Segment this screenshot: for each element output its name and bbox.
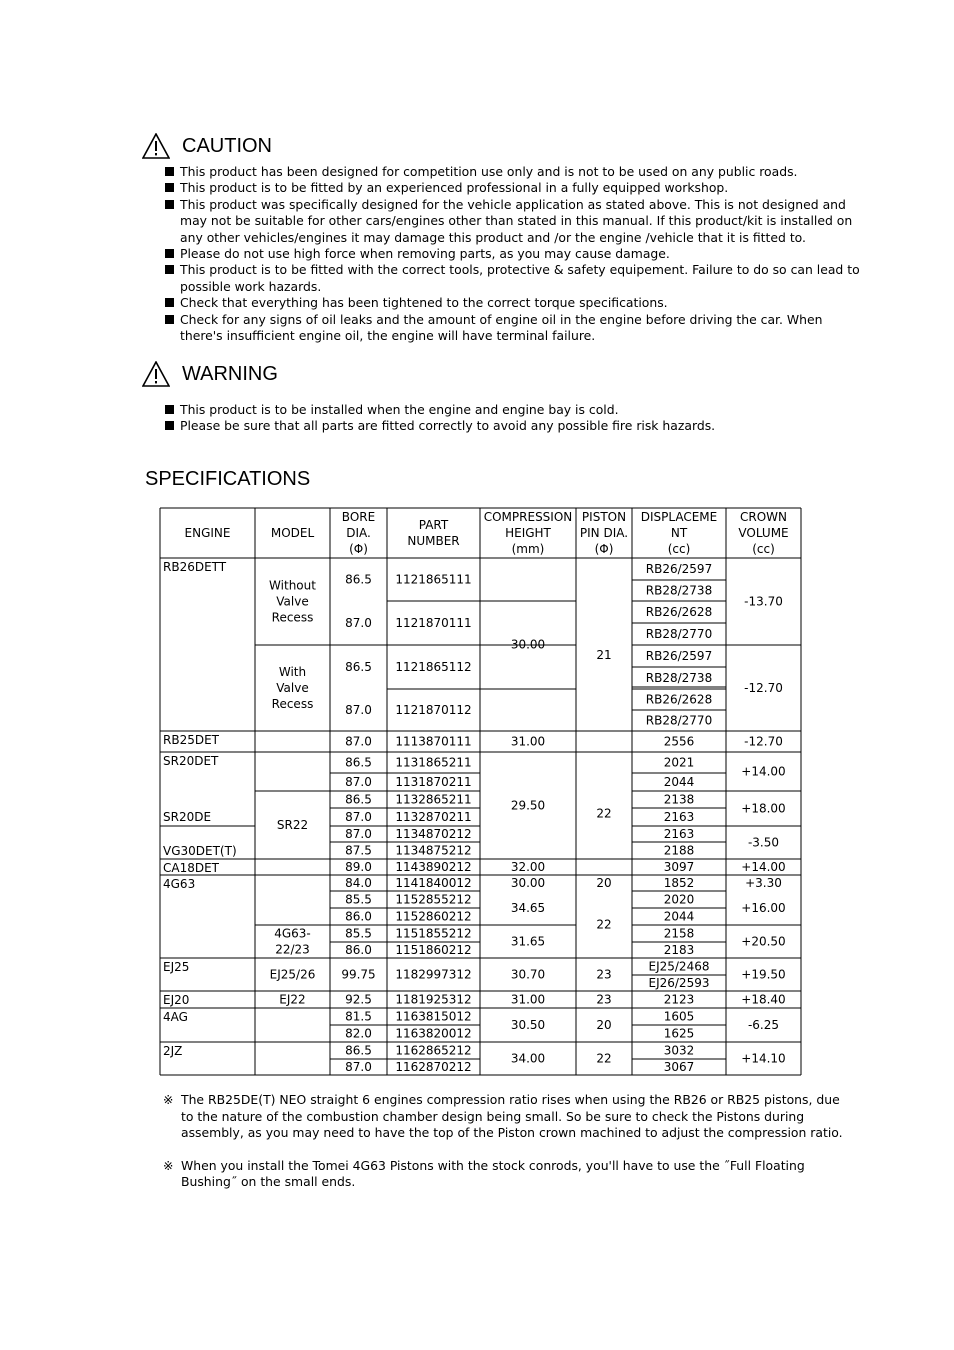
part-number-cell: 1121865112 [395, 660, 472, 674]
part-number-cell: 1182997312 [395, 967, 472, 982]
bore-cell: 85.5 [345, 892, 372, 907]
bore-cell: 81.5 [345, 1009, 372, 1024]
crown-volume-cell: +14.00 [741, 764, 786, 779]
displacement-cell: 2044 [663, 775, 695, 789]
crown-volume-cell: -3.50 [747, 835, 780, 850]
column-header: (Φ) [594, 542, 614, 556]
column-header: (Φ) [349, 542, 368, 556]
note [163, 1092, 853, 1142]
bore-cell: 92.5 [345, 992, 372, 1007]
pin-dia-cell: 20 [596, 1018, 612, 1032]
displacement-cell: 2021 [663, 755, 695, 770]
displacement-cell: RB26/2628 [645, 692, 713, 707]
displacement-cell: EJ26/2593 [648, 976, 710, 990]
column-header: NT [670, 526, 688, 540]
compression-height-cell: 32.00 [510, 860, 546, 874]
displacement-cell: RB26/2597 [645, 649, 713, 663]
bore-cell: 86.5 [345, 1043, 372, 1058]
column-header: MODEL [270, 526, 315, 540]
crown-volume-cell: +14.10 [741, 1051, 786, 1066]
pin-dia-cell: 20 [596, 876, 612, 890]
part-number-cell: 1163815012 [395, 1009, 472, 1024]
displacement-cell: 1605 [663, 1009, 695, 1024]
displacement-cell: 2188 [663, 843, 695, 858]
part-number-cell: 1152860212 [395, 909, 472, 924]
list-item: Please do not use high force when removing parts, as you may cause damage. [163, 246, 863, 262]
model-cell: 4G63- [274, 926, 311, 941]
note [163, 1158, 853, 1191]
model-cell: Recess [271, 610, 314, 625]
note-text: When you install the Tomei 4G63 Pistons with the stock conrods, you'll have to use the ˝Full Floating Bushing˝ on the small ends. [181, 1157, 805, 1190]
model-cell: EJ25/26 [269, 967, 316, 982]
displacement-cell: RB28/2738 [645, 583, 713, 598]
column-header: PART [418, 518, 449, 532]
bore-cell: 86.5 [345, 792, 372, 807]
crown-volume-cell: +20.50 [741, 934, 786, 949]
bore-cell: 86.0 [345, 943, 372, 957]
compression-height-cell: 30.00 [510, 876, 546, 890]
list-item: This product was specifically designed for the vehicle application as stated above. This is not designed and may not be suitable for other cars/engines other than stated in this manual. If this product/kit is installed on any other vehicles/engines it may damage this product and /or the engine /vehicle that it is fitted to. [163, 197, 863, 246]
column-header: PISTON [581, 510, 627, 524]
compression-height-cell: 31.00 [510, 734, 546, 749]
specifications-title: SPECIFICATIONS [145, 468, 311, 490]
list-item: Check that everything has been tightened to the correct torque specifications. [163, 295, 863, 311]
bore-cell: 87.0 [345, 827, 372, 841]
crown-volume-cell: +14.00 [741, 860, 786, 874]
compression-height-cell: 34.00 [510, 1051, 546, 1066]
list-item: This product has been designed for competition use only and is not to be used on any public roads. [163, 164, 863, 180]
column-header: PIN DIA. [579, 526, 629, 540]
column-header: NUMBER [407, 534, 460, 548]
bore-cell: 87.0 [345, 734, 372, 749]
note-text: The RB25DE(T) NEO straight 6 engines compression ratio rises when using the RB26 or RB25 pistons, due to the nature of the combustion chamber design being small. So be sure to check the Pistons during assembly, as you may need to have the top of the Piston crown machined to adjust the compression ratio. [181, 1092, 843, 1141]
part-number-cell: 1121865111 [395, 572, 472, 587]
part-number-cell: 1131870211 [395, 775, 472, 789]
displacement-cell: RB28/2770 [645, 627, 713, 641]
model-cell: Valve [276, 681, 309, 695]
crown-volume-cell: +3.30 [745, 876, 782, 890]
part-number-cell: 1152855212 [395, 892, 472, 907]
column-header: HEIGHT [505, 526, 551, 540]
crown-volume-cell: +18.40 [741, 992, 786, 1007]
column-header: COMPRESSION [483, 510, 573, 524]
column-header: (mm) [511, 542, 545, 556]
displacement-cell: 2163 [663, 810, 695, 824]
bore-cell: 86.5 [345, 660, 372, 674]
warning-title: WARNING [182, 362, 278, 385]
displacement-cell: RB26/2597 [645, 562, 713, 576]
part-number-cell: 1141840012 [395, 876, 472, 890]
displacement-cell: 1852 [663, 876, 695, 890]
note-mark: ※ [163, 1157, 174, 1173]
pin-dia-cell: 21 [596, 648, 612, 662]
part-number-cell: 1121870111 [395, 616, 472, 630]
note-mark: ※ [163, 1092, 174, 1107]
crown-volume-cell: -12.70 [744, 681, 783, 695]
displacement-cell: RB28/2738 [645, 671, 713, 685]
pin-dia-cell: 22 [596, 1051, 612, 1066]
part-number-cell: 1134875212 [395, 843, 472, 858]
displacement-cell: EJ25/2468 [648, 959, 710, 974]
engine-cell: 4AG [163, 1010, 188, 1024]
displacement-cell: 2183 [663, 943, 695, 957]
column-header: (cc) [667, 542, 691, 556]
caution-title: CAUTION [182, 134, 272, 157]
crown-volume-cell: -6.25 [747, 1018, 780, 1032]
pin-dia-cell: 22 [596, 806, 612, 821]
list-item: This product is to be fitted by an experienced professional in a fully equipped workshop. [163, 180, 863, 196]
displacement-cell: RB28/2770 [645, 713, 713, 728]
compression-height-cell: 30.50 [510, 1018, 546, 1032]
part-number-cell: 1134870212 [395, 827, 472, 841]
list-item: This product is to be installed when the engine and engine bay is cold. [163, 402, 863, 418]
model-cell: EJ22 [279, 992, 306, 1007]
compression-height-cell: 29.50 [510, 798, 546, 813]
pin-dia-cell: 22 [596, 917, 612, 932]
displacement-cell: RB26/2628 [645, 605, 713, 619]
part-number-cell: 1162865212 [395, 1043, 472, 1058]
crown-volume-cell: +18.00 [741, 801, 786, 816]
crown-volume-cell: -12.70 [744, 734, 783, 749]
bore-cell: 99.75 [341, 967, 376, 982]
compression-height-cell: 30.00 [510, 637, 546, 652]
column-header: BORE [341, 510, 376, 524]
notes [163, 1092, 853, 1191]
displacement-cell: 3067 [663, 1060, 695, 1074]
displacement-cell: 2163 [663, 827, 695, 841]
bore-cell: 87.0 [345, 775, 372, 789]
bore-cell: 89.0 [345, 860, 372, 874]
displacement-cell: 2158 [663, 926, 695, 941]
bore-cell: 82.0 [345, 1026, 372, 1041]
bore-cell: 87.0 [345, 616, 372, 630]
bore-cell: 85.5 [345, 926, 372, 941]
list-item: This product is to be fitted with the correct tools, protective & safety equipement. Failure to do so can lead to possible work hazards. [163, 262, 863, 295]
part-number-cell: 1151855212 [395, 926, 472, 941]
compression-height-cell: 34.65 [510, 901, 546, 915]
bore-cell: 84.0 [345, 876, 372, 890]
model-cell: SR22 [276, 818, 309, 832]
displacement-cell: 3097 [663, 860, 695, 874]
engine-cell: VG30DET(T) [163, 844, 237, 858]
engine-cell: 4G63 [163, 877, 196, 891]
displacement-cell: 2123 [663, 992, 695, 1007]
bore-cell: 87.0 [345, 810, 372, 824]
part-number-cell: 1151860212 [395, 943, 472, 957]
engine-cell: RB25DET [163, 733, 219, 747]
column-header: (cc) [752, 542, 775, 556]
crown-volume-cell: -13.70 [744, 594, 783, 609]
part-number-cell: 1143890212 [395, 860, 472, 874]
crown-volume-cell: +16.00 [741, 901, 786, 915]
bore-cell: 87.0 [345, 703, 372, 717]
compression-height-cell: 31.65 [510, 934, 546, 949]
displacement-cell: 2044 [663, 909, 695, 924]
column-header: VOLUME [738, 526, 789, 540]
part-number-cell: 1132870211 [395, 810, 472, 824]
pin-dia-cell: 23 [596, 992, 612, 1007]
engine-cell: SR20DET [163, 754, 219, 768]
bore-cell: 86.5 [345, 755, 372, 770]
part-number-cell: 1181925312 [395, 992, 472, 1007]
displacement-cell: 2556 [663, 734, 695, 749]
engine-cell: RB26DETT [163, 560, 227, 574]
displacement-cell: 2138 [663, 792, 695, 807]
displacement-cell: 1625 [663, 1026, 695, 1041]
model-cell: 22/23 [275, 942, 310, 957]
model-cell: Without [269, 578, 316, 593]
bore-cell: 86.5 [345, 572, 372, 587]
column-header: ENGINE [184, 526, 231, 540]
compression-height-cell: 31.00 [510, 992, 546, 1007]
crown-volume-cell: +19.50 [741, 967, 786, 982]
part-number-cell: 1131865211 [395, 755, 472, 770]
model-cell: Recess [271, 697, 314, 711]
bore-cell: 87.5 [345, 843, 372, 858]
pin-dia-cell: 23 [596, 967, 612, 982]
part-number-cell: 1162870212 [395, 1060, 472, 1074]
engine-cell: EJ20 [163, 993, 190, 1007]
part-number-cell: 1132865211 [395, 792, 472, 807]
list-item: Please be sure that all parts are fitted correctly to avoid any possible fire risk hazards. [163, 418, 863, 434]
engine-cell: EJ25 [163, 960, 190, 974]
column-header: DISPLACEME [640, 510, 718, 524]
model-cell: With [278, 665, 307, 679]
displacement-cell: 3032 [663, 1043, 695, 1058]
part-number-cell: 1113870111 [395, 734, 472, 749]
displacement-cell: 2020 [663, 892, 695, 907]
column-header: CROWN [739, 510, 788, 524]
compression-height-cell: 30.70 [510, 967, 546, 982]
part-number-cell: 1163820012 [395, 1026, 472, 1041]
bore-cell: 87.0 [345, 1060, 372, 1074]
engine-cell: CA18DET [163, 861, 220, 875]
engine-cell: 2JZ [163, 1044, 183, 1058]
column-header: DIA. [346, 526, 371, 540]
bore-cell: 86.0 [345, 909, 372, 924]
part-number-cell: 1121870112 [395, 703, 472, 717]
model-cell: Valve [276, 594, 309, 609]
engine-cell: SR20DE [163, 810, 212, 824]
list-item: Check for any signs of oil leaks and the amount of engine oil in the engine before driving the car. When there's insufficient engine oil, the engine will have terminal failure. [163, 312, 863, 345]
